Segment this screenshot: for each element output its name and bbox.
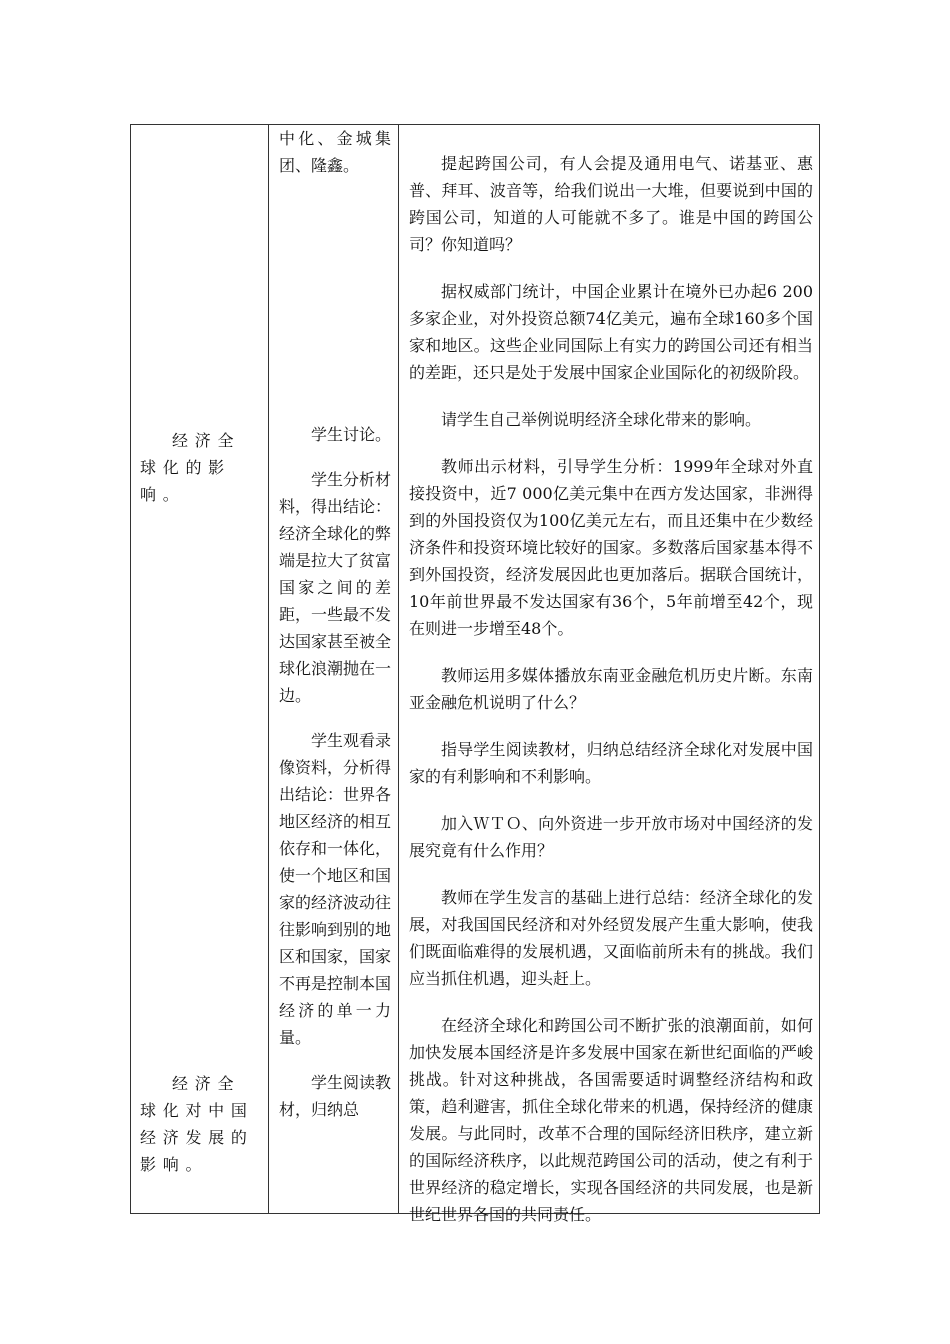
activity-text: 中化、金城集团、隆鑫。 [279, 129, 391, 175]
teacher-activity-cell [409, 150, 813, 1228]
teacher-paragraph: 在经济全球化和跨国公司不断扩张的浪潮面前，如何加快发展本国经济是许多发展中国家在新世纪面临的严峻挑战。针对这种挑战，各国需要适时调整经济结构和政策，趋利避害，抓住全球化带来的机遇，保持经济的健康发展。与此同时，改革不合理的国际经济旧秩序，建立新的国际经济秩序，以此规范跨国公司的活动，使之有利于世界经济的稳定增长，实现各国经济的共同发展，也是新世纪世界各国的共同责任。 [409, 1016, 813, 1224]
lesson-table [130, 124, 820, 1224]
topic-text: 经济全球化的影响。 [140, 431, 241, 504]
teacher-paragraph: 教师在学生发言的基础上进行总结：经济全球化的发展，对我国国民经济和对外经贸发展产生重大影响，使我们既面临难得的发展机遇，又面临前所未有的挑战。我们应当抓住机遇，迎头赶上。 [409, 888, 813, 988]
column-divider [268, 125, 269, 1213]
topic-cell-china-impact [140, 1070, 262, 1178]
teacher-paragraph: 提起跨国公司，有人会提及通用电气、诺基亚、惠普、拜耳、波音等，给我们说出一大堆，但要说到中国的跨国公司，知道的人可能就不多了。谁是中国的跨国公司？你知道吗？ [409, 154, 813, 254]
teacher-paragraph: 据权威部门统计，中国企业累计在境外已办起6 200多家企业，对外投资总额74亿美元，遍布全球160多个国家和地区。这些企业同国际上有实力的跨国公司还有相当的差距，还只是处于发展中国家企业国际化的初级阶段。 [409, 282, 813, 382]
column-divider [398, 125, 399, 1213]
teacher-paragraph: 教师运用多媒体播放东南亚金融危机历史片断。东南亚金融危机说明了什么？ [409, 666, 813, 712]
teacher-paragraph: 教师出示材料，引导学生分析：1999年全球对外直接投资中，近7 000亿美元集中在西方发达国家，非洲得到的外国投资仅为100亿美元左右，而且还集中在少数经济条件和投资环境比较好的国家。多数落后国家基本得不到外国投资，经济发展因此也更加落后。据联合国统计，10年前世界最不发达国家有36个，5年前增至42个，现在则进一步增至48个。 [409, 457, 813, 638]
activity-text: 学生讨论。 [311, 425, 392, 444]
student-activity-cell [279, 125, 391, 179]
teacher-paragraph: 请学生自己举例说明经济全球化带来的影响。 [441, 410, 762, 429]
topic-text: 经济全球化对中国经济发展的影响。 [140, 1074, 254, 1174]
activity-text: 学生分析材料，得出结论：经济全球化的弊端是拉大了贫富国家之间的差距，一些最不发达国家甚至被全球化浪潮抛在一边。 [279, 470, 392, 705]
student-activity-cell [279, 421, 391, 1123]
topic-cell-globalization-impact [140, 427, 262, 508]
teacher-paragraph: 加入ＷＴＯ、向外资进一步开放市场对中国经济的发展究竟有什么作用？ [409, 814, 813, 860]
teacher-paragraph: 指导学生阅读教材，归纳总结经济全球化对发展中国家的有利影响和不利影响。 [409, 740, 813, 786]
activity-text: 学生观看录像资料，分析得出结论：世界各地区经济的相互依存和一体化，使一个地区和国家的经济波动往往影响到别的地区和国家，国家不再是控制本国经济的单一力量。 [279, 731, 392, 1047]
activity-text: 学生阅读教材，归纳总 [279, 1073, 392, 1119]
